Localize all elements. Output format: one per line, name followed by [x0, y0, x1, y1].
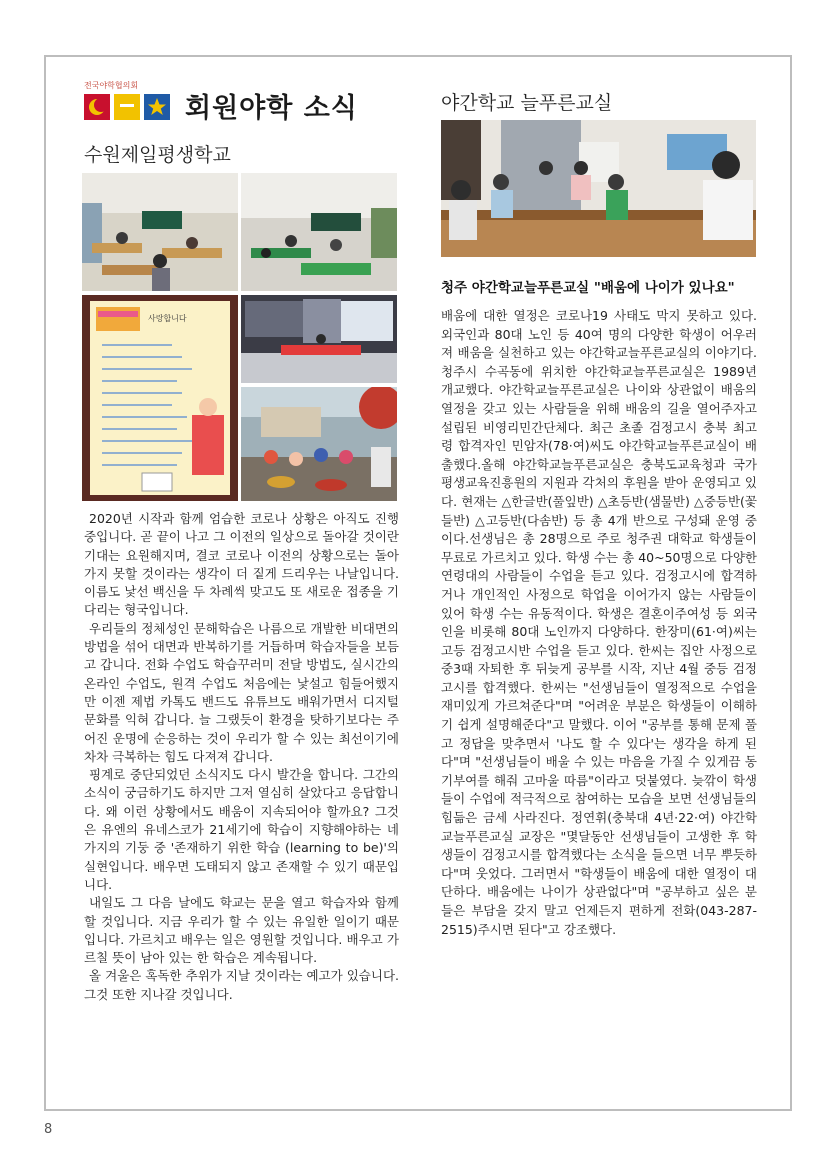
section-title: 회원야학 소식 [185, 93, 358, 124]
page-number: 8 [44, 1122, 53, 1137]
right-school-name: 야간학교 늘푸른교실 [441, 92, 613, 114]
logo-book-block [114, 94, 140, 120]
left-paragraph-3: 핑계로 중단되었던 소식지도 다시 발간을 합니다. 그간의 소식이 궁금하기도 하지만 그저 열심히 살았다고 응답합니다. 왜 이런 상황에서도 배움이 지속되어야 할까요? 그것은 유엔의 유네스코가 21세기에 학습이 지향해야하는 네 가지의 기둥 중 '존재하기 위한 학습 (learning to be)'의 실현입니다. 배우면 도태되지 않고 존재할 수 있기 때문입니다. [84, 767, 399, 892]
star-icon [144, 94, 170, 120]
right-article-body [441, 307, 757, 939]
left-paragraph-1: 2020년 시작과 함께 엄습한 코로나 상황은 아직도 진행 중입니다. 곧 끝이 나고 그 이전의 일상으로 돌아갈 것이란 기대는 요원해지며, 결코 코로나 이전의 상황으로는 돌아가지 못할 것이라는 생각이 더 짙게 드리우는 나날입니다. 이름도 낯선 백신을 두 차례씩 맞고도 또 새로운 접종을 기다리는 형국입니다. [84, 511, 399, 618]
moon-icon [84, 94, 110, 120]
left-paragraph-4: 내일도 그 다음 날에도 학교는 문을 열고 학습자와 함께 할 것입니다. 지금 우리가 할 수 있는 유일한 일이기 때문입니다. 가르치고 배우는 일은 영원할 것입니다. 배우고 가르칠 뜻이 남아 있는 한 학습은 계속됩니다. [84, 895, 399, 966]
student-poster-photo [82, 295, 238, 501]
classroom-photo-1 [82, 173, 238, 291]
online-meeting-photo [241, 295, 397, 383]
left-paragraph-2: 우리들의 정체성인 문해학습은 나름으로 개발한 비대면의 방법을 섞어 대면과 반복하기를 거듭하며 학습자들을 보듬고 갑니다. 전화 수업도 학습꾸러미 전달 방법도, 실시간의 온라인 수업도, 원격 수업도 처음에는 낯설고 힘들어했지만 이젠 제법 카톡도 밴드도 유튜브도 배워가면서 디지털 문화를 익혀 갑니다. 늘 그랬듯이 환경을 탓하기보다는 주어진 운명에 순응하는 것이 우리가 할 수 있는 최선이기에 차차 극복하는 힘도 다져져 갑니다. [84, 620, 399, 764]
left-article-body [84, 510, 399, 1004]
classroom-photo-2 [241, 173, 397, 291]
outdoor-kimchi-photo [241, 387, 397, 501]
logo-text: 전국야학협의회 [84, 81, 139, 90]
left-paragraph-5: 올 겨울은 혹독한 추위가 지날 것이라는 예고가 있습니다. 그것 또한 지나갈 것입니다. [84, 968, 399, 1002]
right-paragraph-1: 배움에 대한 열정은 코로나19 사태도 막지 못하고 있다. 외국인과 80대 노인 등 40여 명의 다양한 학생이 어우러져 배움을 실천하고 있는 야간학교늘푸른교실의 이야기다. 청주시 수곡동에 위치한 야간학교늘푸른교실은 1989년 개교했다. 야간학교늘푸른교실은 나이와 상관없이 배움의 열정을 갖고 있는 사람들을 위해 배움의 길을 열어주자고 설립된 비영리민간단체다. 최근 초졸 검정고시 충북 최고령 합격자인 민암자(78·여)씨도 야간학교늘푸른교실이 배출했다.올해 야간학교늘푸른교실은 충북도교육청과 국가평생교육진흥원의 지원과 각처의 후원을 받아 운영되고 있다. 현재는 △한글반(풀잎반) △초등반(샘물반) △중등반(꽃들반) △고등반(다솜반) 등 총 4개 반으로 구성돼 운영 중이다.선생님은 총 28명으로 주로 청주권 대학교 학생들이 무료로 가르치고 있다. 학생 수는 총 40~50명으로 다양한 연령대의 사람들이 수업을 듣고 있다. 검정고시에 합격하거나 개인적인 사정으로 학업을 이어가지 않는 사람들이 있어 학생 수는 유동적이다. 학생은 결혼이주여성 등 외국인을 비롯해 80대 노인까지 다양하다. 한장미(61·여)씨는 고등 검정고시반 수업을 듣고 있다. 한씨는 집안 사정으로 중3때 자퇴한 후 뒤늦게 공부를 시작, 지난 4월 중등 검정고시를 합격했다. 한씨는 "선생님들이 열정적으로 수업을 재미있게 가르쳐준다"며 "어려운 부분은 학생들이 이해하기 쉽게 설명해준다"고 말했다. 이어 "공부를 통해 문제 풀고 정답을 맞추면서 '나도 할 수 있다'는 생각을 하게 된다"며 "선생님들이 배울 수 있는 마음을 가질 수 있게끔 동기부여를 해줘 고마울 따름"이라고 덧붙였다. 늦깎이 학생들이 수업에 적극적으로 참여하는 모습을 보면 선생님들의 힘듦은 금세 사라진다. 정연휘(충북대 4년·22·여) 야간학교늘푸른교실 교장은 "몇달동안 선생님들이 고생한 후 학생들이 검정고시를 합격했다는 소식을 들으면 너무 뿌듯하다"며 웃었다. 그러면서 "학생들이 배움에 대한 열정이 대단하다. 배움에는 나이가 상관없다"며 "공부하고 싶은 분들은 부담을 갖지 말고 언제든지 편하게 전화(043-287-2515)주시면 된다"고 강조했다. [441, 308, 757, 937]
poster-title: 사랑합니다 [148, 314, 187, 323]
right-photo-caption: 청주 야간학교늘푸른교실 "배움에 나이가 있나요" [441, 280, 735, 296]
left-school-name: 수원제일평생학교 [84, 144, 231, 166]
night-school-classroom-photo [441, 120, 756, 257]
logo-star-block [144, 94, 170, 120]
logo-moon-block [84, 94, 110, 120]
book-icon [114, 94, 140, 120]
